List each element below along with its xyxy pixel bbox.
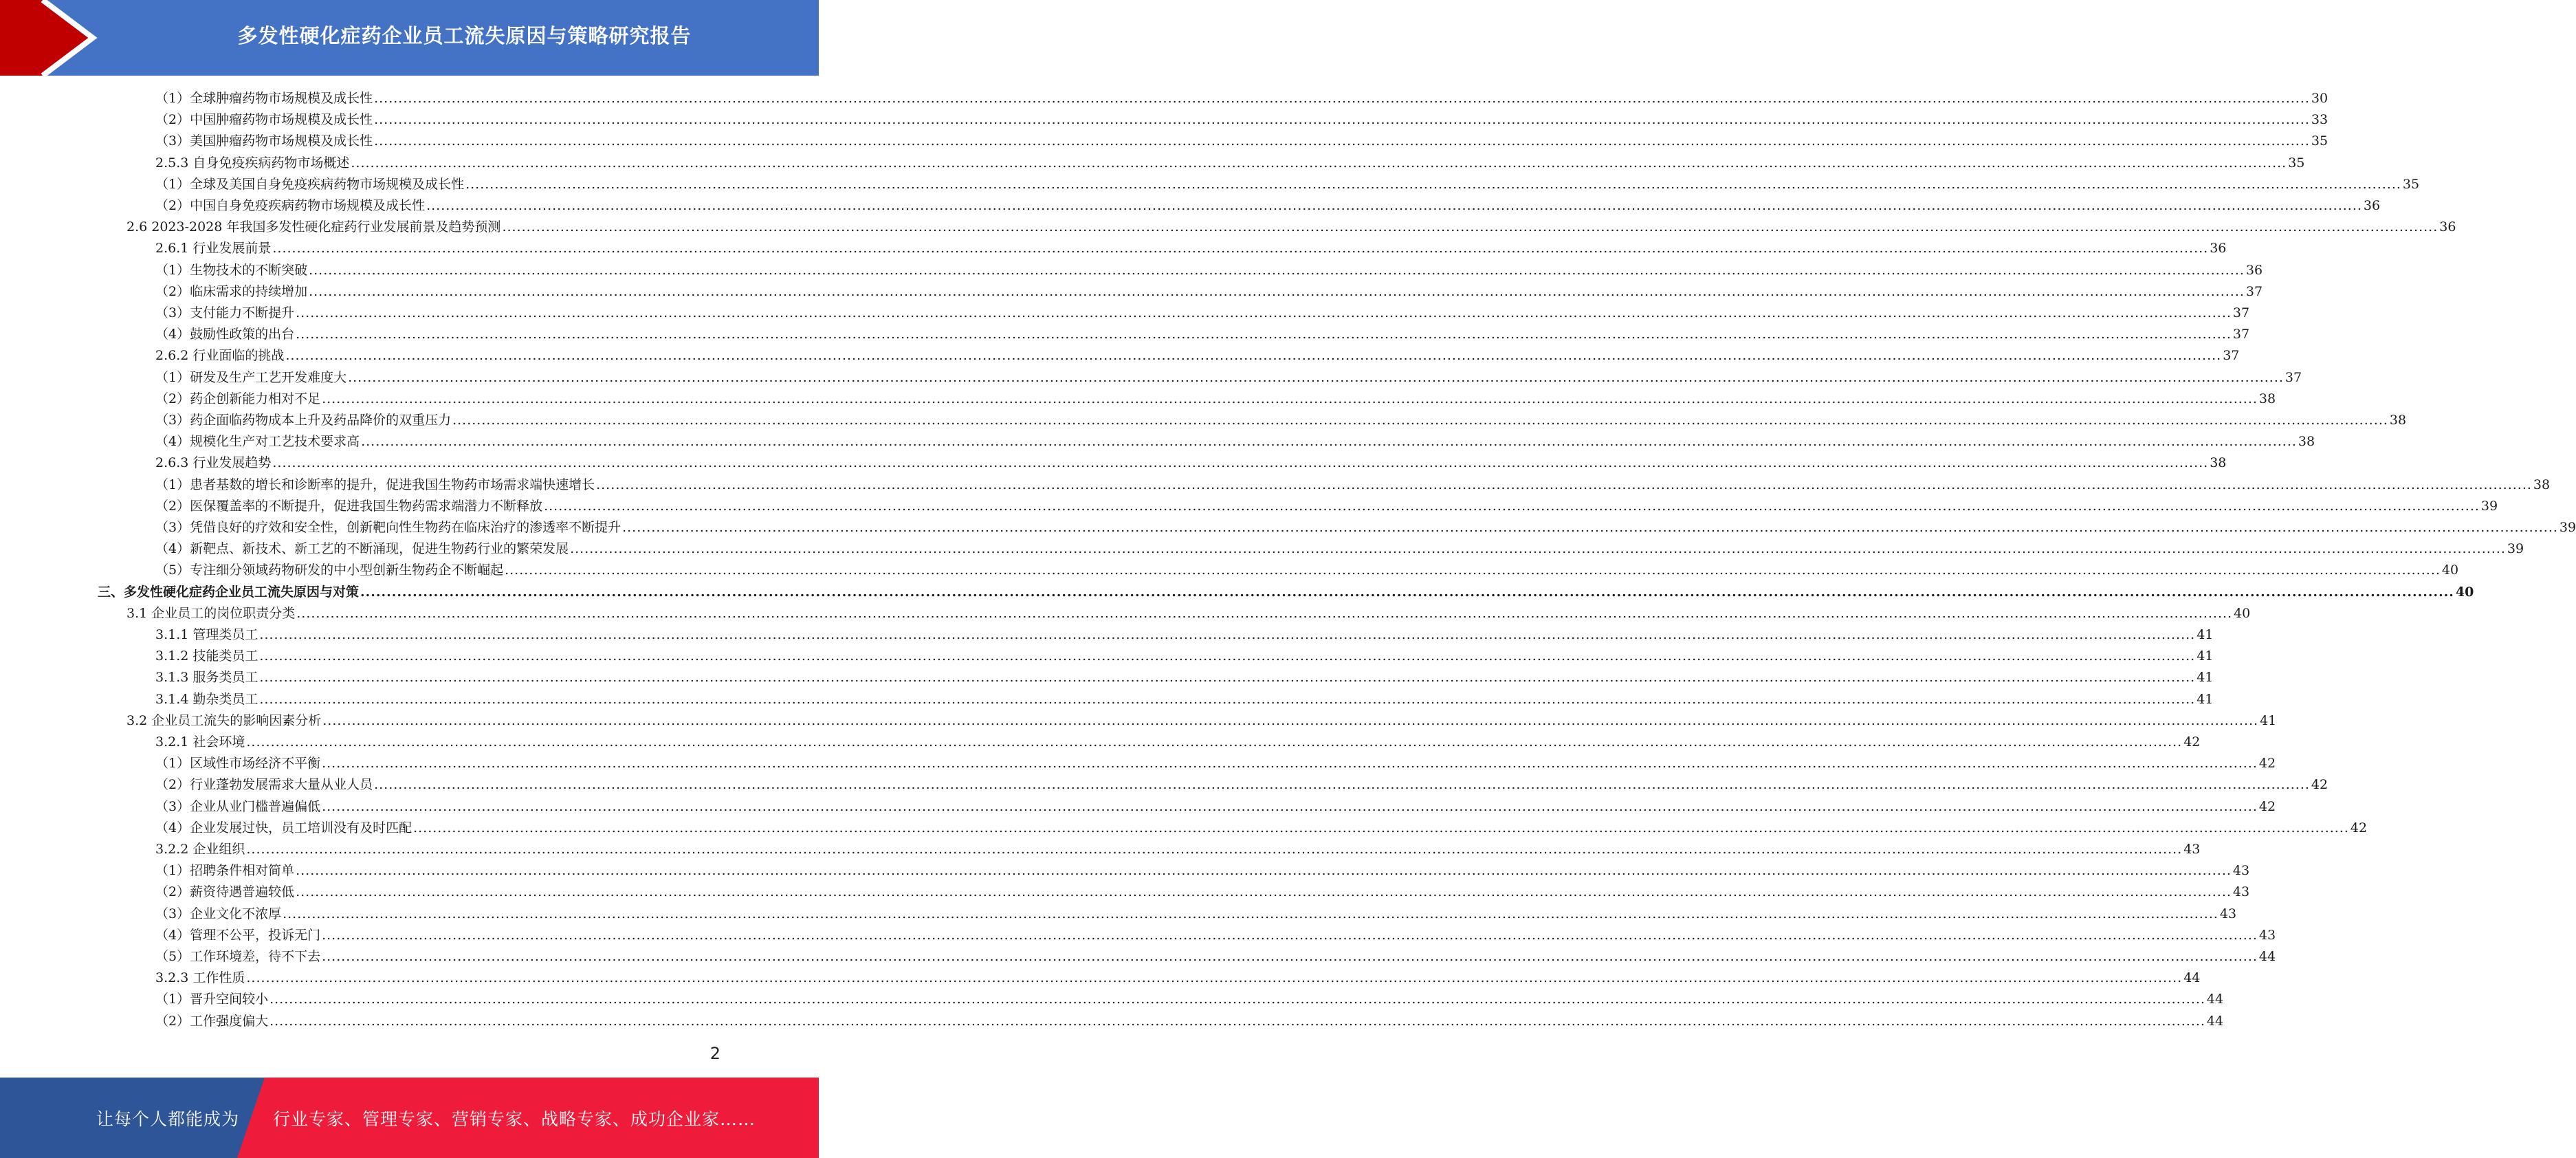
toc-entry[interactable] <box>155 946 2276 968</box>
toc-entry[interactable] <box>155 624 2214 646</box>
toc-entry-page: 38 <box>2210 455 2227 471</box>
toc-dot-leader: ................................................................................................................................................................................................................................................................................................................................................................................................................ <box>259 648 2196 664</box>
toc-entry-label: （1）区域性市场经济不平衡 <box>155 756 321 772</box>
toc-dot-leader: ................................................................................................................................................................................................................................................................................................................................................................................................................ <box>413 820 2349 835</box>
toc-entry-label: （2）临床需求的持续增加 <box>155 283 308 299</box>
toc-entry-label: （3）药企面临药物成本上升及药品降价的双重压力 <box>155 413 452 428</box>
toc-entry[interactable] <box>155 496 2498 517</box>
toc-dot-leader: ................................................................................................................................................................................................................................................................................................................................................................................................................ <box>622 520 2558 535</box>
toc-entry-label: （1）招聘条件相对简单 <box>155 863 295 879</box>
toc-entry[interactable] <box>155 667 2214 688</box>
toc-entry-page: 39 <box>2559 520 2576 535</box>
toc-entry[interactable] <box>155 839 2201 860</box>
toc-entry-label: 3.1.2 技能类员工 <box>155 648 258 664</box>
toc-entry-page: 42 <box>2183 734 2201 750</box>
toc-entry[interactable] <box>155 517 2576 538</box>
toc-entry-label: 3.2.1 社会环境 <box>155 734 245 750</box>
header-banner <box>0 0 819 76</box>
toc-entry[interactable] <box>155 1011 2224 1032</box>
toc-entry-label: （2）行业蓬勃发展需求大量从业人员 <box>155 777 373 793</box>
toc-entry-page: 41 <box>2260 712 2277 728</box>
toc-dot-leader: ................................................................................................................................................................................................................................................................................................................................................................................................................ <box>296 884 2232 900</box>
toc-entry-page: 43 <box>2258 927 2276 943</box>
toc-entry-label: 三、多发性硬化症药企业员工流失原因与对策 <box>98 584 360 600</box>
toc-entry[interactable] <box>155 174 2420 195</box>
toc-entry-page: 38 <box>2258 391 2276 406</box>
toc-dot-leader: ................................................................................................................................................................................................................................................................................................................................................................................................................ <box>296 605 2233 621</box>
toc-entry-label: 3.1 企业员工的岗位职责分类 <box>126 605 296 621</box>
toc-entry[interactable] <box>155 303 2250 324</box>
toc-entry[interactable] <box>155 753 2276 774</box>
toc-entry[interactable] <box>126 603 2251 624</box>
toc-entry-page: 38 <box>2298 434 2315 450</box>
toc-entry[interactable] <box>155 882 2250 903</box>
toc-dot-leader: ................................................................................................................................................................................................................................................................................................................................................................................................................ <box>322 712 2259 728</box>
toc-entry-label: （3）支付能力不断提升 <box>155 305 295 320</box>
toc-dot-leader: ................................................................................................................................................................................................................................................................................................................................................................................................................ <box>309 283 2245 299</box>
toc-dot-leader: ................................................................................................................................................................................................................................................................................................................................................................................................................ <box>374 777 2310 793</box>
toc-dot-leader: ................................................................................................................................................................................................................................................................................................................................................................................................................ <box>269 992 2205 1007</box>
toc-dot-leader: ................................................................................................................................................................................................................................................................................................................................................................................................................ <box>374 112 2310 128</box>
toc-entry[interactable] <box>155 538 2524 560</box>
toc-dot-leader: ................................................................................................................................................................................................................................................................................................................................................................................................................ <box>452 413 2388 428</box>
toc-entry-page: 35 <box>2288 155 2305 171</box>
toc-entry-page: 36 <box>2439 219 2456 235</box>
toc-entry-page: 38 <box>2533 477 2551 492</box>
toc-entry[interactable] <box>155 238 2227 259</box>
toc-entry[interactable] <box>155 389 2276 410</box>
toc-entry-page: 36 <box>2245 262 2263 278</box>
toc-entry[interactable] <box>155 474 2551 496</box>
toc-entry[interactable] <box>155 153 2305 174</box>
toc-entry-page: 44 <box>2206 992 2224 1007</box>
toc-dot-leader: ................................................................................................................................................................................................................................................................................................................................................................................................................ <box>296 327 2232 342</box>
toc-entry-label: （5）专注细分领域药物研发的中小型创新生物药企不断崛起 <box>155 562 504 578</box>
toc-dot-leader: ................................................................................................................................................................................................................................................................................................................................................................................................................ <box>351 155 2287 171</box>
toc-entry-label: （1）晋升空间较小 <box>155 992 269 1007</box>
footer-banner <box>0 1078 819 1158</box>
toc-entry-label: （1）患者基数的增长和诊断率的提升，促进我国生物药市场需求端快速增长 <box>155 477 595 492</box>
toc-dot-leader: ................................................................................................................................................................................................................................................................................................................................................................................................................ <box>296 305 2232 320</box>
toc-entry[interactable] <box>155 195 2381 217</box>
toc-entry-label: 2.6.3 行业发展趋势 <box>155 455 272 471</box>
toc-dot-leader: ................................................................................................................................................................................................................................................................................................................................................................................................................ <box>596 477 2532 492</box>
toc-entry-label: 3.2.3 工作性质 <box>155 970 245 986</box>
toc-entry-page: 33 <box>2311 112 2329 128</box>
toc-dot-leader: ................................................................................................................................................................................................................................................................................................................................................................................................................ <box>246 970 2183 986</box>
footer-slogan-left: 让每个人都能成为 <box>96 1108 240 1129</box>
toc-entry-page: 40 <box>2455 584 2474 600</box>
toc-entry-page: 42 <box>2258 798 2276 814</box>
toc-entry-page: 35 <box>2402 176 2420 192</box>
toc-dot-leader: ................................................................................................................................................................................................................................................................................................................................................................................................................ <box>426 198 2362 213</box>
toc-entry-page: 44 <box>2206 1013 2224 1029</box>
toc-entry-page: 41 <box>2197 648 2214 664</box>
toc-entry-page: 42 <box>2258 756 2276 772</box>
toc-entry[interactable] <box>155 968 2201 989</box>
toc-entry-label: 3.1.1 管理类员工 <box>155 627 258 642</box>
toc-dot-leader: ................................................................................................................................................................................................................................................................................................................................................................................................................ <box>505 562 2441 578</box>
toc-dot-leader: ................................................................................................................................................................................................................................................................................................................................................................................................................ <box>259 627 2196 642</box>
toc-dot-leader: ................................................................................................................................................................................................................................................................................................................................................................................................................ <box>322 798 2258 814</box>
toc-entry-page: 44 <box>2258 949 2276 964</box>
toc-dot-leader: ................................................................................................................................................................................................................................................................................................................................................................................................................ <box>348 369 2284 385</box>
toc-entry[interactable] <box>155 345 2240 367</box>
toc-entry[interactable] <box>155 109 2329 131</box>
toc-entry[interactable] <box>155 689 2214 710</box>
toc-entry[interactable] <box>155 774 2329 796</box>
toc-entry[interactable] <box>155 260 2263 281</box>
toc-dot-leader: ................................................................................................................................................................................................................................................................................................................................................................................................................ <box>374 133 2310 149</box>
toc-entry-page: 36 <box>2210 241 2227 256</box>
toc-entry[interactable] <box>126 710 2277 732</box>
toc-entry[interactable] <box>98 582 2474 603</box>
toc-entry-label: （3）企业文化不浓厚 <box>155 906 282 921</box>
toc-entry-page: 41 <box>2197 627 2214 642</box>
toc-entry-label: 2.6.2 行业面临的挑战 <box>155 348 285 364</box>
toc-dot-leader: ................................................................................................................................................................................................................................................................................................................................................................................................................ <box>259 670 2196 686</box>
toc-entry[interactable] <box>155 904 2237 925</box>
toc-dot-leader: ................................................................................................................................................................................................................................................................................................................................................................................................................ <box>502 219 2439 235</box>
toc-dot-leader: ................................................................................................................................................................................................................................................................................................................................................................................................................ <box>246 734 2183 750</box>
toc-dot-leader: ................................................................................................................................................................................................................................................................................................................................................................................................................ <box>259 691 2196 707</box>
toc-dot-leader: ................................................................................................................................................................................................................................................................................................................................................................................................................ <box>374 91 2310 106</box>
toc-dot-leader: ................................................................................................................................................................................................................................................................................................................................................................................................................ <box>322 927 2258 943</box>
toc-entry-label: （2）中国肿瘤药物市场规模及成长性 <box>155 112 373 128</box>
toc-entry-page: 39 <box>2507 541 2524 557</box>
toc-entry[interactable] <box>155 281 2263 303</box>
toc-entry[interactable] <box>155 88 2329 109</box>
toc-dot-leader: ................................................................................................................................................................................................................................................................................................................................................................................................................ <box>269 1013 2205 1029</box>
toc-entry[interactable] <box>155 732 2201 753</box>
toc-dot-leader: ................................................................................................................................................................................................................................................................................................................................................................................................................ <box>361 434 2297 450</box>
toc-entry-page: 43 <box>2219 906 2237 921</box>
toc-entry-label: （2）药企创新能力相对不足 <box>155 391 321 406</box>
toc-entry-label: （4）管理不公平，投诉无门 <box>155 927 321 943</box>
toc-entry[interactable] <box>155 818 2368 839</box>
toc-entry-label: （4）企业发展过快，员工培训没有及时匹配 <box>155 820 412 835</box>
toc-entry[interactable] <box>126 217 2456 238</box>
toc-entry-page: 37 <box>2232 327 2250 342</box>
toc-entry-page: 40 <box>2234 605 2251 621</box>
toc-entry-label: （1）全球及美国自身免疫疾病药物市场规模及成长性 <box>155 176 465 192</box>
toc-entry-label: 2.5.3 自身免疫疾病药物市场概述 <box>155 155 350 171</box>
toc-entry[interactable] <box>155 452 2227 474</box>
toc-dot-leader: ................................................................................................................................................................................................................................................................................................................................................................................................................ <box>322 949 2258 964</box>
toc-entry-label: （4）新靶点、新技术、新工艺的不断涌现，促进生物药行业的繁荣发展 <box>155 541 569 557</box>
toc-dot-leader: ................................................................................................................................................................................................................................................................................................................................................................................................................ <box>570 541 2506 557</box>
report-title: 多发性硬化症药企业员工流失原因与策略研究报告 <box>237 23 692 47</box>
page-number: 2 <box>709 1044 720 1063</box>
toc-entry-label: （2）中国自身免疫疾病药物市场规模及成长性 <box>155 198 426 213</box>
toc-entry-label: （5）工作环境差，待不下去 <box>155 949 321 964</box>
toc-entry-page: 37 <box>2232 305 2250 320</box>
toc-dot-leader: ................................................................................................................................................................................................................................................................................................................................................................................................................ <box>309 262 2245 278</box>
toc-entry-page: 41 <box>2197 691 2214 707</box>
toc-entry-page: 39 <box>2480 498 2498 514</box>
toc-entry[interactable] <box>155 131 2329 152</box>
toc-entry[interactable] <box>155 367 2302 389</box>
toc-entry-label: 3.1.3 服务类员工 <box>155 670 258 686</box>
toc-entry-label: （2）医保覆盖率的不断提升，促进我国生物药需求端潜力不断释放 <box>155 498 543 514</box>
toc-dot-leader: ................................................................................................................................................................................................................................................................................................................................................................................................................ <box>285 348 2222 364</box>
toc-entry-label: （2）工作强度偏大 <box>155 1013 269 1029</box>
toc-entry-label: 2.6 2023-2028 年我国多发性硬化症药行业发展前景及趋势预测 <box>126 219 501 235</box>
toc-entry[interactable] <box>155 925 2276 946</box>
toc-dot-leader: ................................................................................................................................................................................................................................................................................................................................................................................................................ <box>296 863 2232 879</box>
toc-dot-leader: ................................................................................................................................................................................................................................................................................................................................................................................................................ <box>272 241 2209 256</box>
toc-entry-page: 37 <box>2223 348 2240 364</box>
toc-entry-page: 30 <box>2311 91 2329 106</box>
toc-entry-label: 3.2.2 企业组织 <box>155 842 245 857</box>
footer-slogan-right: 行业专家、管理专家、营销专家、战略专家、成功企业家…… <box>273 1108 756 1129</box>
toc-entry-page: 35 <box>2311 133 2329 149</box>
toc-entry-label: （3）凭借良好的疗效和安全性，创新靶向性生物药在临床治疗的渗透率不断提升 <box>155 520 621 535</box>
toc-entry-page: 42 <box>2311 777 2329 793</box>
toc-dot-leader: ................................................................................................................................................................................................................................................................................................................................................................................................................ <box>283 906 2219 921</box>
toc-entry[interactable] <box>155 410 2407 431</box>
toc-dot-leader: ................................................................................................................................................................................................................................................................................................................................................................................................................ <box>360 584 2454 600</box>
toc-entry-label: （1）全球肿瘤药物市场规模及成长性 <box>155 91 373 106</box>
toc-dot-leader: ................................................................................................................................................................................................................................................................................................................................................................................................................ <box>322 391 2258 406</box>
toc-entry-label: （3）美国肿瘤药物市场规模及成长性 <box>155 133 373 149</box>
toc-entry[interactable] <box>155 431 2315 452</box>
toc-entry-page: 41 <box>2197 670 2214 686</box>
toc-entry-label: （4）规模化生产对工艺技术要求高 <box>155 434 360 450</box>
toc-entry-label: （4）鼓励性政策的出台 <box>155 327 295 342</box>
toc-entry-page: 38 <box>2389 413 2407 428</box>
toc-entry-label: （2）薪资待遇普遍较低 <box>155 884 295 900</box>
toc-entry[interactable] <box>155 796 2276 818</box>
toc-dot-leader: ................................................................................................................................................................................................................................................................................................................................................................................................................ <box>322 756 2258 772</box>
toc-entry-label: 2.6.1 行业发展前景 <box>155 241 272 256</box>
toc-entry-page: 44 <box>2183 970 2201 986</box>
toc-entry[interactable] <box>155 646 2214 667</box>
toc-entry-label: （1）生物技术的不断突破 <box>155 262 308 278</box>
toc-entry[interactable] <box>155 560 2459 581</box>
toc-entry[interactable] <box>155 324 2250 345</box>
toc-entry-page: 37 <box>2245 283 2263 299</box>
toc-entry-page: 42 <box>2350 820 2368 835</box>
toc-entry-page: 36 <box>2363 198 2381 213</box>
toc-entry-label: （3）企业从业门槛普遍偏低 <box>155 798 321 814</box>
toc-entry-page: 43 <box>2232 884 2250 900</box>
toc-entry-page: 43 <box>2232 863 2250 879</box>
toc-dot-leader: ................................................................................................................................................................................................................................................................................................................................................................................................................ <box>465 176 2401 192</box>
toc-entry-page: 37 <box>2285 369 2302 385</box>
toc-entry[interactable] <box>155 860 2250 882</box>
toc-dot-leader: ................................................................................................................................................................................................................................................................................................................................................................................................................ <box>544 498 2480 514</box>
toc-dot-leader: ................................................................................................................................................................................................................................................................................................................................................................................................................ <box>246 842 2183 857</box>
toc-entry-label: （1）研发及生产工艺开发难度大 <box>155 369 347 385</box>
toc-entry-label: 3.2 企业员工流失的影响因素分析 <box>126 712 322 728</box>
toc-entry-label: 3.1.4 勤杂类员工 <box>155 691 258 707</box>
toc-entry[interactable] <box>155 989 2224 1010</box>
toc-entry-page: 40 <box>2441 562 2459 578</box>
toc-entry-page: 43 <box>2183 842 2201 857</box>
toc-dot-leader: ................................................................................................................................................................................................................................................................................................................................................................................................................ <box>272 455 2209 471</box>
